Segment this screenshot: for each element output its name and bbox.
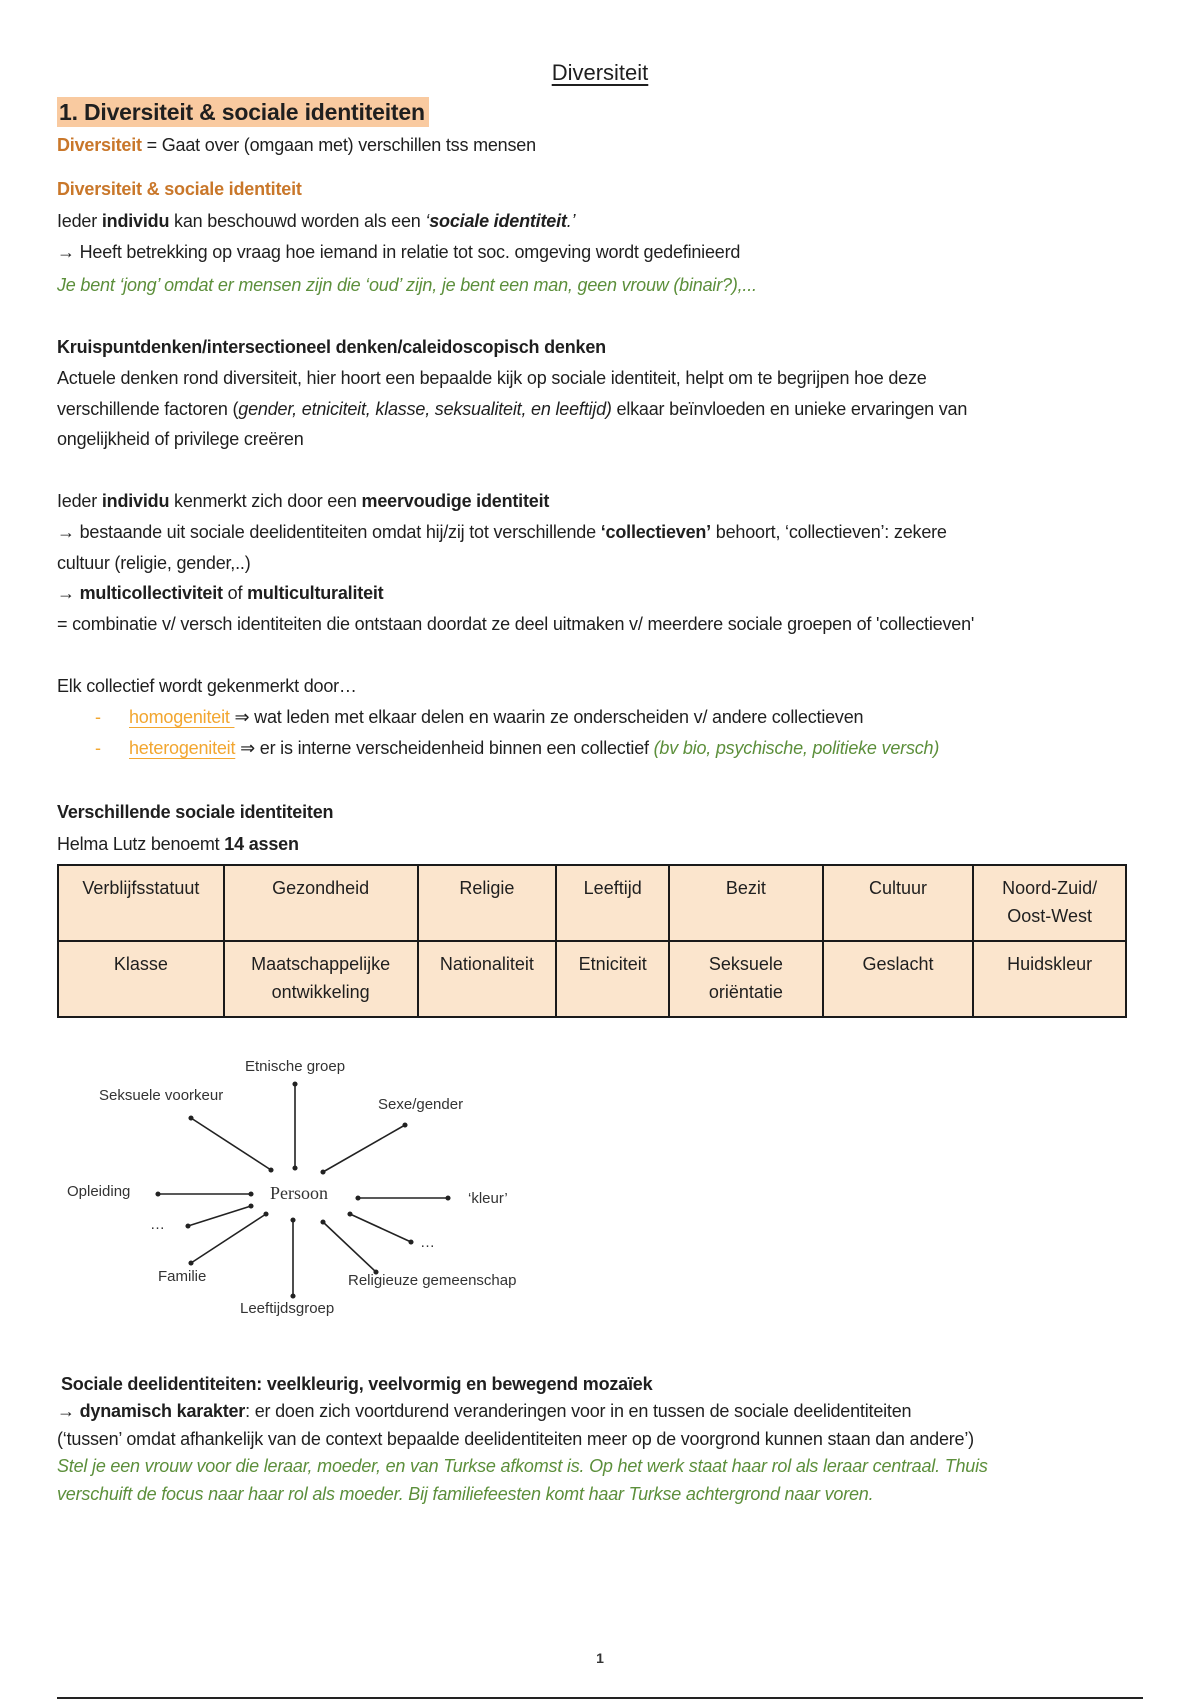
identiteiten-intro: Helma Lutz benoemt 14 assen: [57, 834, 299, 854]
label-leeftijdsgroep: Leeftijdsgroep: [240, 1300, 335, 1317]
footer-divider: [57, 1697, 1143, 1699]
table-cell: Leeftijd: [556, 865, 669, 941]
axes-table: [57, 864, 1127, 1018]
label-familie: Familie: [158, 1268, 207, 1285]
table-cell: Nationaliteit: [418, 941, 557, 1017]
persoon-diagram: [58, 1050, 538, 1330]
label-opleiding: Opleiding: [67, 1183, 131, 1200]
table-cell: Etniciteit: [556, 941, 669, 1017]
term-heterogeniteit: heterogeniteit: [129, 738, 236, 758]
mozaiek-example-2: verschuift de focus naar haar rol als moeder. Bij familiefeesten komt haar Turkse achtergrond naar voren.: [57, 1484, 874, 1504]
kruispunt-line-3: ongelijkheid of privilege creëren: [57, 429, 304, 449]
meervoudig-line-4: → multicollectiviteit of multiculturaliteit: [57, 583, 384, 603]
table-cell: Noord-Zuid/ Oost-West: [973, 865, 1126, 941]
table-row: [58, 941, 1126, 1017]
definition-term: Diversiteit: [57, 135, 142, 155]
label-dots-right: …: [420, 1234, 435, 1251]
table-cell: Verblijfsstatuut: [58, 865, 224, 941]
page-number: 1: [596, 1650, 604, 1666]
label-sexe-gender: Sexe/gender: [378, 1096, 464, 1113]
mozaiek-line-2: (‘tussen’ omdat afhankelijk van de context bepaalde deelidentiteiten meer op de voorgrond kunnen staan dan andere’): [57, 1429, 974, 1449]
subheading: Diversiteit & sociale identiteit: [57, 179, 302, 199]
label-dots-left: …: [150, 1216, 165, 1233]
arrow-line: → Heeft betrekking op vraag hoe iemand in relatie tot soc. omgeving wordt gedefinieerd: [57, 242, 741, 262]
bullet-homogeniteit: - homogeniteit ⇒ wat leden met elkaar delen en waarin ze onderscheiden v/ andere collectieven: [95, 707, 864, 727]
table-cell: Gezondheid: [224, 865, 418, 941]
table-cell: Huidskleur: [973, 941, 1126, 1017]
mozaiek-example-1: Stel je een vrouw voor die leraar, moeder, en van Turkse afkomst is. Op het werk staat haar rol als leraar centraal. Thuis: [57, 1456, 988, 1476]
meervoudig-line-1: Ieder individu kenmerkt zich door een meervoudige identiteit: [57, 491, 550, 511]
table-cell: Religie: [418, 865, 557, 941]
meervoudig-line-3: cultuur (religie, gender,..): [57, 553, 251, 573]
label-kleur: ‘kleur’: [468, 1190, 508, 1207]
bullet-heterogeniteit: - heterogeniteit ⇒ er is interne verscheidenheid binnen een collectief (bv bio, psychische, politieke versch): [95, 738, 940, 758]
document-title: Diversiteit: [551, 60, 649, 85]
meervoudig-line-2: → bestaande uit sociale deelidentiteiten omdat hij/zij tot verschillende ‘collectieven’ behoort, ‘collectieven’: zekere: [57, 522, 947, 542]
table-row: [58, 865, 1126, 941]
kruispunt-heading: Kruispuntdenken/intersectioneel denken/caleidoscopisch denken: [57, 337, 606, 357]
definition-line: Diversiteit = Gaat over (omgaan met) verschillen tss mensen: [57, 135, 536, 155]
identiteiten-heading: Verschillende sociale identiteiten: [57, 802, 334, 822]
kruispunt-line-1: Actuele denken rond diversiteit, hier hoort een bepaalde kijk op sociale identiteit, helpt om te begrijpen hoe deze: [57, 368, 927, 388]
example-text: Je bent ‘jong’ omdat er mensen zijn die ‘oud’ zijn, je bent een man, geen vrouw (binair?),...: [57, 275, 757, 295]
table-cell: Seksuele oriëntatie: [669, 941, 823, 1017]
label-etnische-groep: Etnische groep: [245, 1058, 346, 1075]
label-religieuze-gemeenschap: Religieuze gemeenschap: [348, 1272, 517, 1289]
label-seksuele-voorkeur: Seksuele voorkeur: [99, 1087, 224, 1104]
table-cell: Maatschappelijke ontwikkeling: [224, 941, 418, 1017]
kruispunt-line-2: verschillende factoren (gender, etniciteit, klasse, seksualiteit, en leeftijd) elkaar beïnvloeden en unieke ervaringen van: [57, 399, 968, 419]
mozaiek-heading: Sociale deelidentiteiten: veelkleurig, veelvormig en bewegend mozaïek: [61, 1374, 653, 1394]
table-cell: Cultuur: [823, 865, 974, 941]
table-cell: Bezit: [669, 865, 823, 941]
meervoudig-line-5: = combinatie v/ versch identiteiten die ontstaan doordat ze deel uitmaken v/ meerdere sociale groepen of 'collectieven': [57, 614, 975, 634]
mozaiek-line-1: → dynamisch karakter: er doen zich voortdurend veranderingen voor in en tussen de sociale deelidentiteiten: [57, 1401, 912, 1421]
collectief-intro: Elk collectief wordt gekenmerkt door…: [57, 676, 357, 696]
table-cell: Klasse: [58, 941, 224, 1017]
term-homogeniteit: homogeniteit: [129, 707, 235, 727]
individu-line: Ieder individu kan beschouwd worden als een ‘sociale identiteit.’: [57, 211, 576, 231]
label-persoon: Persoon: [270, 1183, 328, 1203]
section-heading: 1. Diversiteit & sociale identiteiten: [57, 97, 429, 127]
table-cell: Geslacht: [823, 941, 974, 1017]
